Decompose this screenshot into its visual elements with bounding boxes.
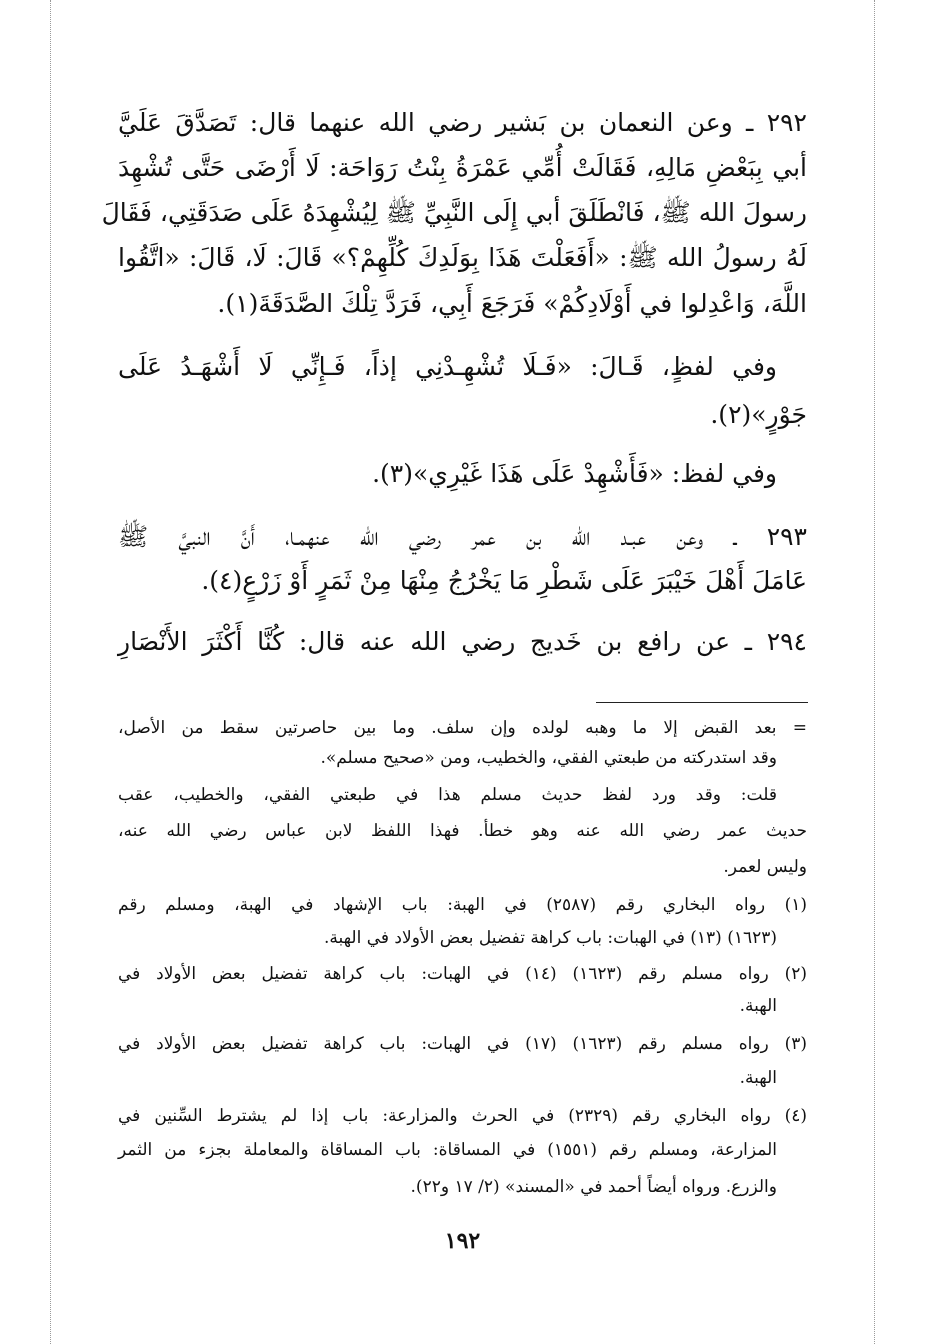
page-number: ١٩٢ bbox=[444, 1228, 481, 1254]
footnote-4-line-3: والزرع. ورواه أيضاً أحمد في «المسند» (٢/ ١٧ و٢٢). bbox=[410, 1177, 777, 1197]
footnote-continuation-line-2: وقد استدركته من طبعتي الفقي، والخطيب، ومن «صحيح مسلم». bbox=[320, 748, 777, 768]
hadith-294-line-1: ٢٩٤ ـ عن رافع بن خَديج رضي الله عنه قال: كُنَّا أَكْثَرَ الأَنْصَارِ bbox=[118, 627, 807, 656]
footnote-2-line-1: (٢) رواه مسلم رقم (١٦٢٣) (١٤) في الهبات: باب كراهة تفضيل بعض الأولاد في bbox=[118, 964, 808, 984]
footnote-4-line-1: (٤) رواه البخاري رقم (٢٣٢٩) في الحرث والمزارعة: باب إذا لم يشترط السِّنين في bbox=[118, 1106, 807, 1126]
footnote-continuation-line-1: = بعد القبض إلا ما وهبه لولده وإن سلف. وما بين حاصرتين سقط من الأصل، bbox=[118, 718, 807, 738]
page-margin-right bbox=[874, 0, 875, 1344]
hadith-292-line-1: ٢٩٢ ـ وعن النعمان بن بَشير رضي الله عنهما قال: تَصَدَّقَ عَلَيَّ bbox=[118, 108, 807, 137]
hadith-292-line-4: لَهُ رسولُ الله ﷺ: «أَفَعَلْتَ هَذَا بِوَلَدِكَ كُلِّهِمْ؟» قَالَ: لَا، قَالَ: «اتَّقُوا bbox=[118, 243, 807, 272]
hadith-292-line-2: أبي بِبَعْضِ مَالِهِ، فَقَالَتْ أُمِّي عَمْرَةُ بِنْتُ رَوَاحَة: لَا أَرْضَى حَتَّى تُشْهِدَ bbox=[118, 153, 807, 182]
variant-1-line-1: وفي لفظٍ، قَـالَ: «فَـلَا تُشْهِـدْنِي إذاً، فَـإِنِّي لَا أَشْهَـدُ عَلَى bbox=[118, 352, 777, 381]
footnote-note-line-3: وليس لعمر. bbox=[723, 857, 807, 877]
page-margin-left bbox=[50, 0, 51, 1344]
footnote-1-line-1: (١) رواه البخاري رقم (٢٥٨٧) في الهبة: باب الإشهاد في الهبة، ومسلم رقم bbox=[118, 895, 808, 915]
hadith-293-line-1: ٢٩٣ ـ وعن عبـد الله بن عمر رضي الله عنهمـا، أَنَّ النبيَّ ﷺ bbox=[118, 522, 807, 551]
footnote-1-line-2: (١٦٢٣) (١٣) في الهبات: باب كراهة تفضيل بعض الأولاد في الهبة. bbox=[323, 928, 777, 948]
footnote-2-line-2: الهبة. bbox=[739, 996, 777, 1016]
footnote-4-line-2: المزارعة، ومسلم رقم (١٥٥١) في المساقاة: باب المساقاة والمعاملة بجزء من الثمر bbox=[118, 1140, 777, 1160]
hadith-293-line-2: عَامَلَ أَهْلَ خَيْبَرَ عَلَى شَطْرِ مَا يَخْرُجُ مِنْهَا مِنْ ثَمَرٍ أَوْ زَرْعٍ(٤). bbox=[201, 566, 807, 595]
footnote-3-line-1: (٣) رواه مسلم رقم (١٦٢٣) (١٧) في الهبات: باب كراهة تفضيل بعض الأولاد في bbox=[118, 1034, 808, 1054]
variant-1-line-2: جَوْرٍ»(٢). bbox=[710, 400, 807, 429]
footnote-separator bbox=[596, 702, 808, 703]
footnote-note-line-1: قلت: وقد ورد لفظ حديث مسلم هذا في طبعتي الفقي، والخطيب، عقب bbox=[118, 785, 777, 805]
hadith-292-line-3: رسولَ الله ﷺ، فَانْطَلَقَ أبي إِلَى النَّبِيِّ ﷺ لِيُشْهِدَهُ عَلَى صَدَقَتِي، فَقَالَ bbox=[101, 198, 807, 227]
hadith-292-line-5: اللَّهَ، وَاعْدِلوا في أَوْلَادِكُمْ» فَرَجَعَ أَبِي، فَرَدَّ تِلْكَ الصَّدَقَةَ(١). bbox=[217, 289, 807, 318]
footnote-3-line-2: الهبة. bbox=[739, 1068, 777, 1088]
variant-2-line-1: وفي لفظ: «فَأَشْهِدْ عَلَى هَذَا غَيْرِي»(٣). bbox=[372, 459, 777, 488]
footnote-note-line-2: حديث عمر رضي الله عنه وهو خطأ. فهذا اللفظ لابن عباس رضي الله عنه، bbox=[118, 821, 807, 841]
